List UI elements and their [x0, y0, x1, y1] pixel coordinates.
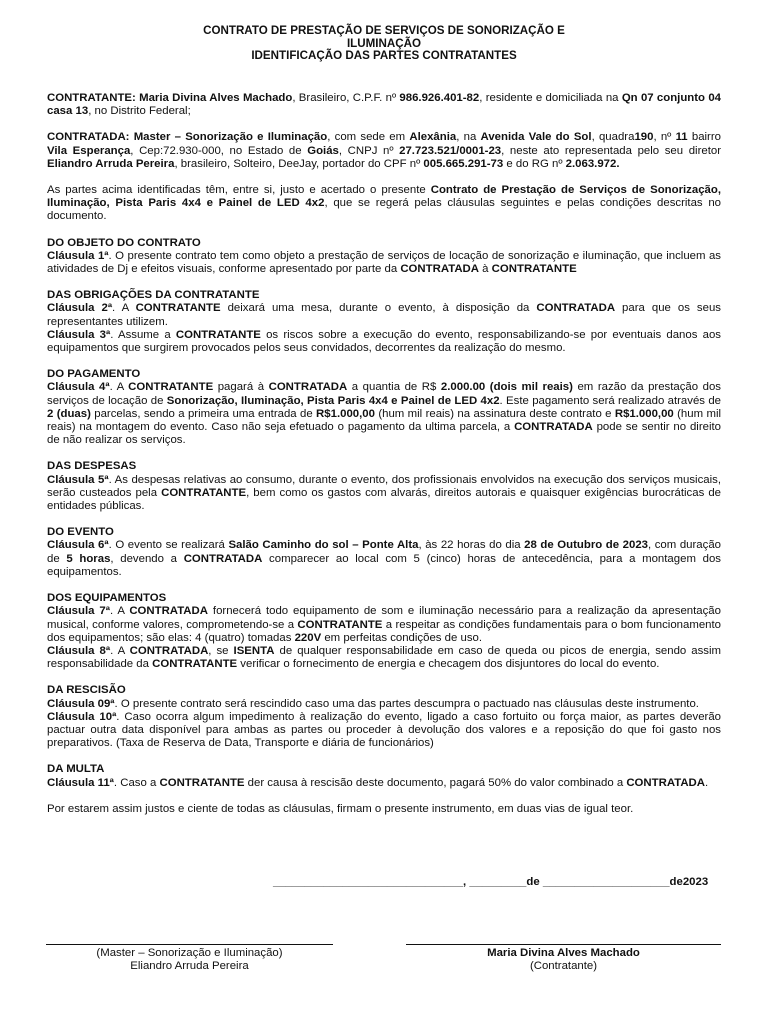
clause-10: Cláusula 10ª. Caso ocorra algum impedimento à realização do evento, ligado a caso fortuito ou força maior, as partes deverão pactuar outra data disponível para ambas as partes ou proceder à devolução dos valores e a reposição do que foi gasto nos preparativos. (Taxa de Reserva de Data, Transporte e diária de funcionários)	[47, 710, 722, 750]
title-line-3: IDENTIFICAÇÃO DAS PARTES CONTRATANTES	[251, 49, 517, 63]
contratante-label: CONTRATANTE: Maria Divina Alves Machado	[47, 92, 293, 104]
signature-line	[46, 944, 333, 945]
clause-7: Cláusula 7ª. A CONTRATADA fornecerá todo equipamento de som e iluminação necessário para a realização da apresentação musical, conforme valores, comprometendo-se a CONTRATANTE a respeitar as condições fundamentais para o bom funcionamento dos equipamentos; são elas: 4 (quatro) tomadas 220V em perfeitas condições de uso.	[47, 605, 722, 644]
section-heading-multa: DA MULTA	[47, 763, 105, 776]
contratante-address: Qn 07 conjunto 04 casa 13	[47, 92, 721, 118]
clause-5: Cláusula 5ª. As despesas relativas ao consumo, durante o evento, dos profissionais envolvidos na execução dos serviços musicais, serão custeados pela CONTRATANTE, bem como os gastos com alvarás, direitos autorais e quaisquer exigências burocráticas de entidades públicas.	[47, 473, 721, 513]
date-line: ______________________________, _________de ____________________de2023	[273, 876, 709, 888]
clause-1: Cláusula 1ª. O presente contrato tem como objeto a prestação de serviços de locação de sonorização e iluminação, que incluem as atividades de Dj e efeitos visuais, conforme apresentado por parte da CONTRATADA à CONTRATANTE	[47, 249, 721, 276]
clause-8: Cláusula 8ª. A CONTRATADA, se ISENTA de qualquer responsabilidade em caso de queda ou picos de energia, sendo assim responsabilidade da CONTRATANTE verificar o fornecimento de energia e checagem dos disjuntores do local do evento.	[47, 644, 722, 671]
section-heading-objeto: DO OBJETO DO CONTRATO	[47, 236, 201, 249]
signature-role: (Contratante)	[529, 960, 598, 973]
signature-name: Eliandro Arruda Pereira	[130, 960, 249, 973]
clause-4: Cláusula 4ª. A CONTRATANTE pagará à CONTRATADA a quantia de R$ 2.000.00 (dois mil reais) em razão da prestação dos serviços de locação de Sonorização, Iluminação, Pista Paris 4x4 e Painel de LED 4x2. Este pagamento será realizado através de 2 (duas) parcelas, sendo a primeira uma entrada de R$1.000,00 (hum mil reais) na assinatura deste contrato e R$1.000,00 (hum mil reais) na montagem do evento. Caso não seja efetuado o pagamento da ultima parcela, a CONTRATADA pode se sentir no direito de não realizar os serviços.	[47, 381, 722, 447]
contract-body	[47, 92, 721, 816]
clause-2: Cláusula 2ª. A CONTRATANTE deixará uma mesa, durante o evento, à disposição da CONTRATADA para que os seus representantes utilizem.	[47, 302, 721, 328]
signature-block-contratante	[406, 944, 721, 973]
signature-name: Maria Divina Alves Machado	[487, 947, 640, 959]
section-heading-despesas: DAS DESPESAS	[47, 460, 137, 473]
closing-paragraph: Por estarem assim justos e ciente de todas as cláusulas, firmam o presente instrumento, em duas vias de igual teor.	[47, 802, 634, 815]
clause-11: Cláusula 11ª. Caso a CONTRATANTE der causa à rescisão deste documento, pagará 50% do valor combinado a CONTRATADA.	[47, 776, 709, 789]
clause-3: Cláusula 3ª. Assume a CONTRATANTE os riscos sobre a execução do evento, responsabilizando-se por eventuais danos aos equipamentos que surgirem provocados pelos seus convidados, decorrentes da realização do mesmo.	[47, 328, 721, 355]
section-heading-evento: DO EVENTO	[47, 526, 114, 539]
document-title	[0, 25, 768, 63]
contratada-cnpj: 27.723.521/0001-23	[399, 144, 502, 157]
clause-9: Cláusula 09ª. O presente contrato será rescindido caso uma das partes descumpra o pactuado nas cláusulas deste instrumento.	[47, 697, 699, 710]
section-heading-pagamento: DO PAGAMENTO	[47, 368, 141, 381]
section-heading-equipamentos: DOS EQUIPAMENTOS	[47, 592, 167, 605]
contratante-cpf: 986.926.401-82	[399, 92, 480, 104]
contratante-paragraph: CONTRATANTE: Maria Divina Alves Machado, Brasileiro, C.P.F. nº 986.926.401-82, residente e domiciliada na Qn 07 conjunto 04 casa 13, no Distrito Federal;	[47, 92, 721, 118]
clause-6: Cláusula 6ª. O evento se realizará Salão Caminho do sol – Ponte Alta, às 22 horas do dia 28 de Outubro de 2023, com duração de 5 horas, devendo a CONTRATADA comparecer ao local com 5 (cinco) horas de antecedência, para a montagem dos equipamentos.	[47, 539, 722, 578]
contratada-label: CONTRATADA: Master – Sonorização e Iluminação	[47, 131, 328, 144]
contratada-paragraph: CONTRATADA: Master – Sonorização e Iluminação, com sede em Alexânia, na Avenida Vale do Sol, quadra190, nº 11 bairro Vila Esperança, Cep:72.930-000, no Estado de Goiás, CNPJ nº 27.723.521/0001-23, neste ato representada pelo seu diretor Eliandro Arruda Pereira, brasileiro, Solteiro, DeeJay, portador do CPF nº 005.665.291-73 e do RG nº 2.063.972.	[47, 131, 722, 170]
title-line-1: CONTRATO DE PRESTAÇÃO DE SERVIÇOS DE SONORIZAÇÃO E	[203, 24, 565, 37]
section-heading-rescisao: DA RESCISÃO	[47, 684, 126, 697]
section-heading-obrigacoes: DAS OBRIGAÇÕES DA CONTRATANTE	[47, 289, 260, 302]
title-line-2: ILUMINAÇÃO	[346, 36, 422, 50]
signature-block-contratada	[46, 944, 333, 973]
signature-line	[406, 944, 721, 945]
signature-company: (Master – Sonorização e Iluminação)	[96, 947, 283, 959]
intro-paragraph: As partes acima identificadas têm, entre si, justo e acertado o presente Contrato de Prestação de Serviços de Sonorização, Iluminação, Pista Paris 4x4 e Painel de LED 4x2, que se regerá pelas cláusulas seguintes e pelas condições descritas no documento.	[47, 184, 721, 223]
